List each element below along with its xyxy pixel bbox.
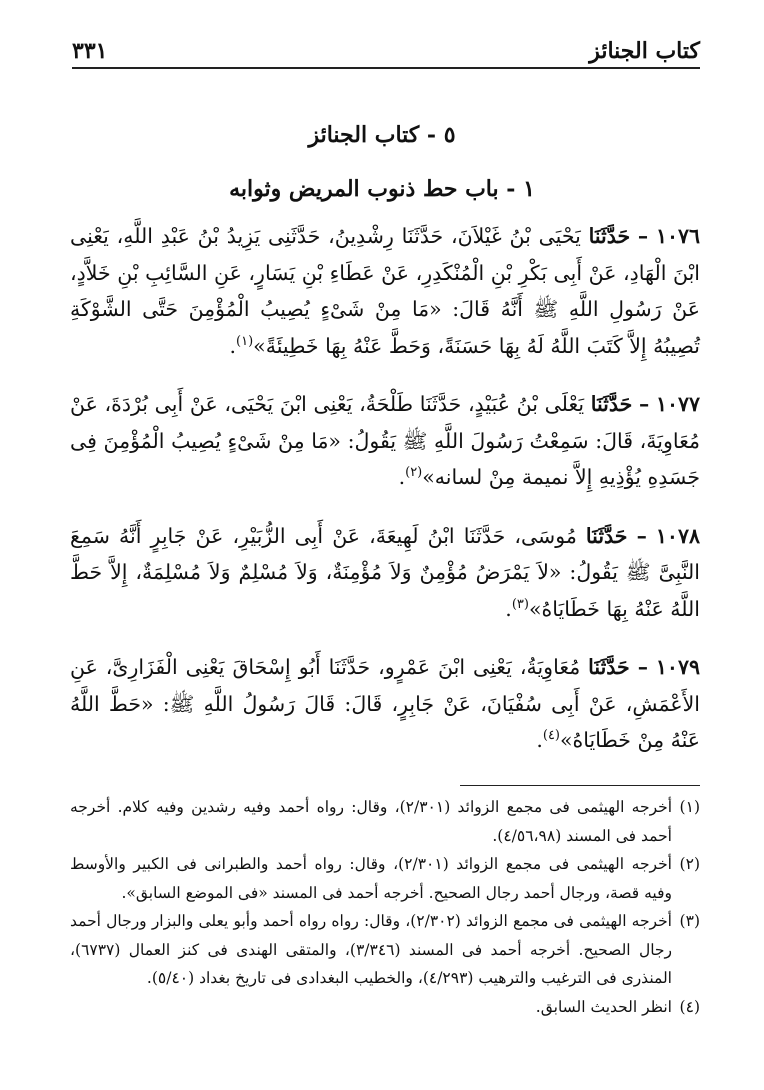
hadith-lead: حَدَّثَنَا <box>588 224 631 248</box>
footnote-1 <box>70 793 700 850</box>
footnote-3 <box>70 907 700 993</box>
footnote-ref[interactable]: (١) <box>236 333 254 349</box>
chapter-title: ١ - باب حط ذنوب المريض وثوابه <box>229 176 535 202</box>
footnote-4 <box>70 993 700 1022</box>
book-title: ٥ - كتاب الجنائز <box>308 122 456 148</box>
hadith-text: يَحْيَى بْنُ غَيْلاَنَ، حَدَّثَنَا رِشْدِينُ، حَدَّثَنِى يَزِيدُ بْنُ عَبْدِ اللَّهِ، يَعْنِى ابْنَ الْهَادِ، عَنْ أَبِى بَكْرِ بْنِ الْمُنْكَدِرِ، عَنْ عَطَاءِ بْنِ يَسَارٍ، عَنِ السَّائِبِ بْنِ خَلاَّدٍ، عَنْ رَسُولِ اللَّهِ ﷺ أَنَّهُ قَالَ: «مَا مِنْ شَىْءٍ يُصِيبُ الْمُؤْمِنَ حَتَّى الشَّوْكَةِ تُصِيبُهُ إِلاَّ كَتَبَ اللَّهُ لَهُ بِهَا حَسَنَةً، وَحَطَّ عَنْهُ بِهَا خَطِيئَةً» <box>70 224 700 358</box>
running-title: كتاب الجنائز <box>589 38 700 64</box>
footnote-text: أخرجه الهيثمى فى مجمع الزوائد (٢/٣٠١)، وقال: رواه أحمد وفيه رشدين وفيه كلام. أخرجه أحمد فى المسند (٤/٥٦،٩٨). <box>70 798 673 845</box>
footnote-ref[interactable]: (٢) <box>405 465 423 481</box>
hadith-lead: حَدَّثَنَا <box>588 655 630 679</box>
footnote-number: (٢) <box>679 855 700 873</box>
footnote-divider <box>460 785 700 786</box>
hadith-number: ١٠٧٨ <box>655 523 700 548</box>
hadith-1079: ١٠٧٩ – حَدَّثَنَا مُعَاوِيَةُ، يَعْنِى ابْنَ عَمْرٍو، حَدَّثَنَا أَبُو إِسْحَاقَ يَعْنِى الْفَزَارِىَّ، عَنِ الأَعْمَشِ، عَنْ أَبِى سُفْيَانَ، عَنْ جَابِرٍ، قَالَ: قَالَ رَسُولُ اللَّهِ ﷺ: «حَطَّ اللَّهُ عَنْهُ مِنْ خَطَايَاهُ»$^{(٤)}$. <box>70 655 700 752</box>
footnote-text: أخرجه الهيثمى فى مجمع الزوائد (٢/٣٠٢)، وقال: رواه رواه أحمد وأبو يعلى والبزار ورجال أحمد رجال الصحيح. أخرجه أحمد فى المسند (٣/٣٤٦)، والمتقى الهندى فى كنز العمال (٦٧٣٧)، المنذرى فى الترغيب والترهيب (٤/٢٩٣)، والخطيب البغدادى فى تاريخ بغداد (٥/٤٠). <box>70 912 672 987</box>
hadith-lead: حَدَّثَنَا <box>590 392 633 416</box>
hadith-text: مُعَاوِيَةُ، يَعْنِى ابْنَ عَمْرٍو، حَدَّثَنَا أَبُو إِسْحَاقَ يَعْنِى الْفَزَارِىَّ، عَنِ الأَعْمَشِ، عَنْ أَبِى سُفْيَانَ، عَنْ جَابِرٍ، قَالَ: قَالَ رَسُولُ اللَّهِ ﷺ: «حَطَّ اللَّهُ عَنْهُ مِنْ خَطَايَاهُ» <box>70 655 700 752</box>
header-rule <box>72 67 700 69</box>
footnote-number: (٤) <box>679 997 700 1016</box>
hadith-number: ١٠٧٦ <box>655 224 700 248</box>
footnote-text: انظر الحديث السابق. <box>535 997 672 1016</box>
footnote-text: أخرجه الهيثمى فى مجمع الزوائد (٢/٣٠١)، وقال: رواه أحمد والطبرانى فى الكبير والأوسط وفيه قصة، ورجال أحمد رجال الصحيح. أخرجه أحمد فى المسند «فى الموضع السابق». <box>70 855 672 902</box>
page-number: ٣٣١ <box>72 38 108 64</box>
hadith-1078: ١٠٧٨ – حَدَّثَنَا مُوسَى، حَدَّثَنَا ابْنُ لَهِيعَةَ، عَنْ أَبِى الزُّبَيْرِ، عَنْ جَابِرٍ أَنَّهُ سَمِعَ النَّبِىَّ ﷺ يَقُولُ: «لاَ يَمْرَضُ مُؤْمِنٌ وَلاَ مُؤْمِنَةٌ، وَلاَ مُسْلِمٌ وَلاَ مُسْلِمَةٌ، إِلاَّ حَطَّ اللَّهُ عَنْهُ بِهَا خَطَايَاهُ»$^{(٣)}$. <box>70 523 700 621</box>
hadith-text: يَعْلَى بْنُ عُبَيْدٍ، حَدَّثَنَا طَلْحَةُ، يَعْنِى ابْنَ يَحْيَى، عَنْ أَبِى بُرْدَةَ، عَنْ مُعَاوِيَةَ، قَالَ: سَمِعْتُ رَسُولَ اللَّهِ ﷺ يَقُولُ: «مَا مِنْ شَىْءٍ يُصِيبُ الْمُؤْمِنَ فِى جَسَدِهِ يُؤْذِيهِ إِلاَّ نميمة مِنْ لسانه» <box>70 392 700 489</box>
hadith-number: ١٠٧٧ <box>655 392 700 416</box>
footnote-ref[interactable]: (٣) <box>511 596 529 612</box>
footnote-2 <box>70 850 700 907</box>
footnote-ref[interactable]: (٤) <box>542 728 560 744</box>
running-header <box>72 30 700 64</box>
footnotes <box>70 793 700 1021</box>
hadith-text: مُوسَى، حَدَّثَنَا ابْنُ لَهِيعَةَ، عَنْ أَبِى الزُّبَيْرِ، عَنْ جَابِرٍ أَنَّهُ سَمِعَ النَّبِىَّ ﷺ يَقُولُ: «لاَ يَمْرَضُ مُؤْمِنٌ وَلاَ مُؤْمِنَةٌ، وَلاَ مُسْلِمٌ وَلاَ مُسْلِمَةٌ، إِلاَّ حَطَّ اللَّهُ عَنْهُ بِهَا خَطَايَاهُ» <box>70 523 700 621</box>
body-text <box>70 218 700 781</box>
footnote-number: (١) <box>679 798 700 816</box>
footnote-number: (٣) <box>679 912 700 930</box>
hadith-number: ١٠٧٩ <box>655 655 700 679</box>
hadith-lead: حَدَّثَنَا <box>585 523 628 548</box>
hadith-1077: ١٠٧٧ – حَدَّثَنَا يَعْلَى بْنُ عُبَيْدٍ، حَدَّثَنَا طَلْحَةُ، يَعْنِى ابْنَ يَحْيَى، عَنْ أَبِى بُرْدَةَ، عَنْ مُعَاوِيَةَ، قَالَ: سَمِعْتُ رَسُولَ اللَّهِ ﷺ يَقُولُ: «مَا مِنْ شَىْءٍ يُصِيبُ الْمُؤْمِنَ فِى جَسَدِهِ يُؤْذِيهِ إِلاَّ نميمة مِنْ لسانه»$^{(٢)}$. <box>70 392 700 489</box>
hadith-1076: ١٠٧٦ – حَدَّثَنَا يَحْيَى بْنُ غَيْلاَنَ، حَدَّثَنَا رِشْدِينُ، حَدَّثَنِى يَزِيدُ بْنُ عَبْدِ اللَّهِ، يَعْنِى ابْنَ الْهَادِ، عَنْ أَبِى بَكْرِ بْنِ الْمُنْكَدِرِ، عَنْ عَطَاءِ بْنِ يَسَارٍ، عَنِ السَّائِبِ بْنِ خَلاَّدٍ، عَنْ رَسُولِ اللَّهِ ﷺ أَنَّهُ قَالَ: «مَا مِنْ شَىْءٍ يُصِيبُ الْمُؤْمِنَ حَتَّى الشَّوْكَةِ تُصِيبُهُ إِلاَّ كَتَبَ اللَّهُ لَهُ بِهَا حَسَنَةً، وَحَطَّ عَنْهُ بِهَا خَطِيئَةً»$^{(١)}$. <box>70 224 700 358</box>
